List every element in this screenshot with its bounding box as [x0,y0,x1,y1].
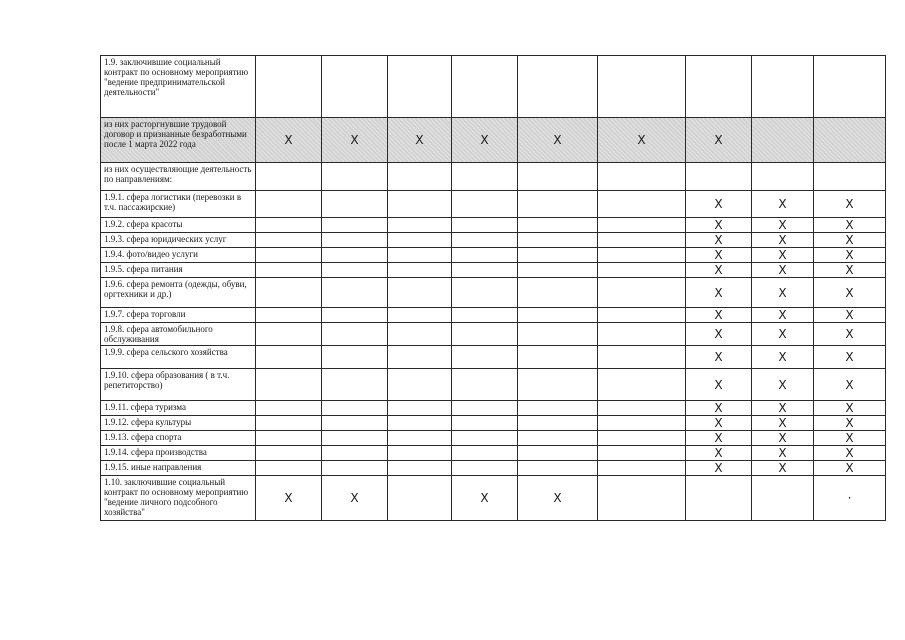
cell-mark [388,248,452,263]
cell-mark [322,416,388,431]
cell-mark [598,461,686,476]
cell-mark: Х [752,416,814,431]
cell-mark: Х [686,431,752,446]
cell-mark [256,461,322,476]
cell-mark: Х [814,416,886,431]
cell-mark [388,56,452,118]
cell-mark [598,278,686,308]
cell-mark [256,191,322,218]
cell-mark [256,446,322,461]
cell-mark [322,248,388,263]
table-row [101,278,886,308]
cell-mark [598,56,686,118]
cell-mark [752,56,814,118]
cell-mark [518,416,598,431]
cell-mark [598,476,686,521]
cell-mark: Х [686,233,752,248]
cell-mark [598,401,686,416]
row-label: из них осуществляющие деятельность по направлениям: [101,163,256,191]
cell-mark [388,323,452,346]
cell-mark [452,401,518,416]
cell-mark [686,56,752,118]
cell-mark [322,263,388,278]
cell-mark: Х [752,369,814,401]
cell-mark [256,263,322,278]
cell-mark: Х [686,263,752,278]
row-label: 1.9.6. сфера ремонта (одежды, обуви, оргтехники и др.) [101,278,256,308]
cell-mark: Х [518,118,598,163]
cell-mark: Х [322,476,388,521]
cell-mark: Х [388,118,452,163]
cell-mark [388,476,452,521]
table-row [101,56,886,118]
cell-mark [452,369,518,401]
cell-mark: Х [256,118,322,163]
cell-mark [814,118,886,163]
cell-mark [322,323,388,346]
cell-mark [388,461,452,476]
cell-mark: Х [752,218,814,233]
cell-mark [598,263,686,278]
cell-mark [452,446,518,461]
row-label: 1.9.14. сфера производства [101,446,256,461]
cell-mark [452,233,518,248]
cell-mark: Х [752,461,814,476]
cell-mark [598,218,686,233]
cell-mark: Х [814,278,886,308]
cell-mark [598,431,686,446]
cell-mark [256,401,322,416]
row-label: 1.9.10. сфера образования ( в т.ч. репетиторство) [101,369,256,401]
table-row [101,248,886,263]
cell-mark [452,248,518,263]
cell-mark [322,446,388,461]
table-row [101,431,886,446]
cell-mark: Х [752,323,814,346]
cell-mark [388,416,452,431]
table-row [101,118,886,163]
cell-mark: Х [814,431,886,446]
cell-mark [598,446,686,461]
cell-mark [388,446,452,461]
cell-mark [518,431,598,446]
cell-mark [256,308,322,323]
row-label: 1.9.2. сфера красоты [101,218,256,233]
cell-mark: Х [814,346,886,369]
cell-mark [388,431,452,446]
cell-mark [388,163,452,191]
cell-mark [256,346,322,369]
cell-mark: Х [752,446,814,461]
cell-mark [256,56,322,118]
cell-mark: Х [752,431,814,446]
cell-mark: Х [686,446,752,461]
cell-mark: Х [752,233,814,248]
cell-mark: Х [752,401,814,416]
cell-mark [322,401,388,416]
row-label: 1.9.9. сфера сельского хозяйства [101,346,256,369]
cell-mark [518,191,598,218]
cell-mark [322,346,388,369]
cell-mark [256,369,322,401]
cell-mark [256,248,322,263]
cell-mark [322,461,388,476]
cell-mark: Х [814,191,886,218]
cell-mark [256,431,322,446]
cell-mark [452,346,518,369]
cell-mark [598,369,686,401]
cell-mark [388,401,452,416]
cell-mark [598,248,686,263]
cell-mark [452,263,518,278]
table-row [101,461,886,476]
cell-mark [518,308,598,323]
cell-mark [686,163,752,191]
cell-mark [256,163,322,191]
report-table [100,55,886,521]
table-row [101,416,886,431]
cell-mark [518,278,598,308]
table-row [101,233,886,248]
cell-mark: Х [814,308,886,323]
cell-mark [322,431,388,446]
cell-mark [452,56,518,118]
row-label: 1.9.7. сфера торговли [101,308,256,323]
cell-mark: Х [686,346,752,369]
cell-mark [388,191,452,218]
row-label: 1.9.1. сфера логистики (перевозки в т.ч. пассажирские) [101,191,256,218]
table-body [101,56,886,521]
cell-mark [518,218,598,233]
cell-mark [388,308,452,323]
cell-mark [452,163,518,191]
cell-mark: Х [814,263,886,278]
cell-mark [518,446,598,461]
row-label: 1.10. заключившие социальный контракт по основному мероприятию "ведение личного подсобного хозяйства" [101,476,256,521]
cell-mark [518,323,598,346]
cell-mark [322,369,388,401]
cell-mark [598,416,686,431]
cell-mark: Х [814,401,886,416]
cell-mark [518,346,598,369]
cell-mark: Х [814,248,886,263]
cell-mark [752,163,814,191]
cell-mark: Х [814,461,886,476]
cell-mark [388,233,452,248]
cell-mark: Х [752,346,814,369]
table-row [101,369,886,401]
cell-mark [388,263,452,278]
table-row [101,346,886,369]
cell-mark [598,346,686,369]
cell-mark: Х [452,118,518,163]
cell-mark [598,191,686,218]
cell-mark [518,163,598,191]
cell-mark [322,56,388,118]
row-label: 1.9.3. сфера юридических услуг [101,233,256,248]
cell-mark: Х [686,248,752,263]
cell-mark [452,191,518,218]
cell-mark: Х [452,476,518,521]
cell-mark [518,263,598,278]
row-label: 1.9.15. иные направления [101,461,256,476]
table-row [101,218,886,233]
cell-mark: Х [752,191,814,218]
row-label: 1.9. заключившие социальный контракт по основному мероприятию "ведение предпринимательской деятельности" [101,56,256,118]
cell-mark: Х [814,446,886,461]
cell-mark: Х [752,248,814,263]
cell-mark: Х [256,476,322,521]
row-label: из них расторгнувшие трудовой договор и признанные безработными после 1 марта 2022 года [101,118,256,163]
cell-mark: · [814,476,886,521]
cell-mark [322,308,388,323]
cell-mark: Х [686,323,752,346]
cell-mark: Х [686,218,752,233]
cell-mark [452,278,518,308]
cell-mark [518,56,598,118]
row-label: 1.9.11. сфера туризма [101,401,256,416]
cell-mark [256,416,322,431]
cell-mark [598,233,686,248]
cell-mark: Х [686,191,752,218]
table-row [101,323,886,346]
cell-mark [452,323,518,346]
cell-mark: Х [686,401,752,416]
cell-mark: Х [752,308,814,323]
cell-mark: Х [686,461,752,476]
cell-mark [598,323,686,346]
row-label: 1.9.13. сфера спорта [101,431,256,446]
cell-mark [256,323,322,346]
cell-mark [322,278,388,308]
cell-mark [388,369,452,401]
cell-mark [452,461,518,476]
cell-mark [322,163,388,191]
cell-mark: Х [752,263,814,278]
cell-mark: Х [814,369,886,401]
cell-mark [752,118,814,163]
cell-mark [518,369,598,401]
cell-mark [452,431,518,446]
cell-mark: Х [686,278,752,308]
cell-mark [452,416,518,431]
cell-mark: Х [814,233,886,248]
cell-mark [598,163,686,191]
cell-mark [322,233,388,248]
cell-mark [388,218,452,233]
cell-mark [322,218,388,233]
table-row [101,446,886,461]
cell-mark [686,476,752,521]
table-row [101,401,886,416]
cell-mark: Х [686,416,752,431]
cell-mark [518,248,598,263]
cell-mark: Х [814,218,886,233]
row-label: 1.9.5. сфера питания [101,263,256,278]
cell-mark: Х [686,369,752,401]
cell-mark [814,163,886,191]
table-row [101,163,886,191]
cell-mark [814,56,886,118]
cell-mark: Х [686,308,752,323]
row-label: 1.9.8. сфера автомобильного обслуживания [101,323,256,346]
cell-mark [322,191,388,218]
cell-mark [256,233,322,248]
cell-mark [598,308,686,323]
cell-mark: Х [814,323,886,346]
cell-mark [256,278,322,308]
cell-mark [752,476,814,521]
table-row [101,476,886,521]
cell-mark: Х [598,118,686,163]
table-row [101,308,886,323]
cell-mark [388,346,452,369]
cell-mark [452,308,518,323]
cell-mark [452,218,518,233]
cell-mark: Х [322,118,388,163]
row-label: 1.9.12. сфера культуры [101,416,256,431]
cell-mark [518,233,598,248]
row-label: 1.9.4. фото/видео услуги [101,248,256,263]
cell-mark: Х [686,118,752,163]
table-row [101,263,886,278]
cell-mark [388,278,452,308]
cell-mark [518,401,598,416]
cell-mark [518,461,598,476]
cell-mark: Х [752,278,814,308]
table-row [101,191,886,218]
cell-mark: Х [518,476,598,521]
cell-mark [256,218,322,233]
